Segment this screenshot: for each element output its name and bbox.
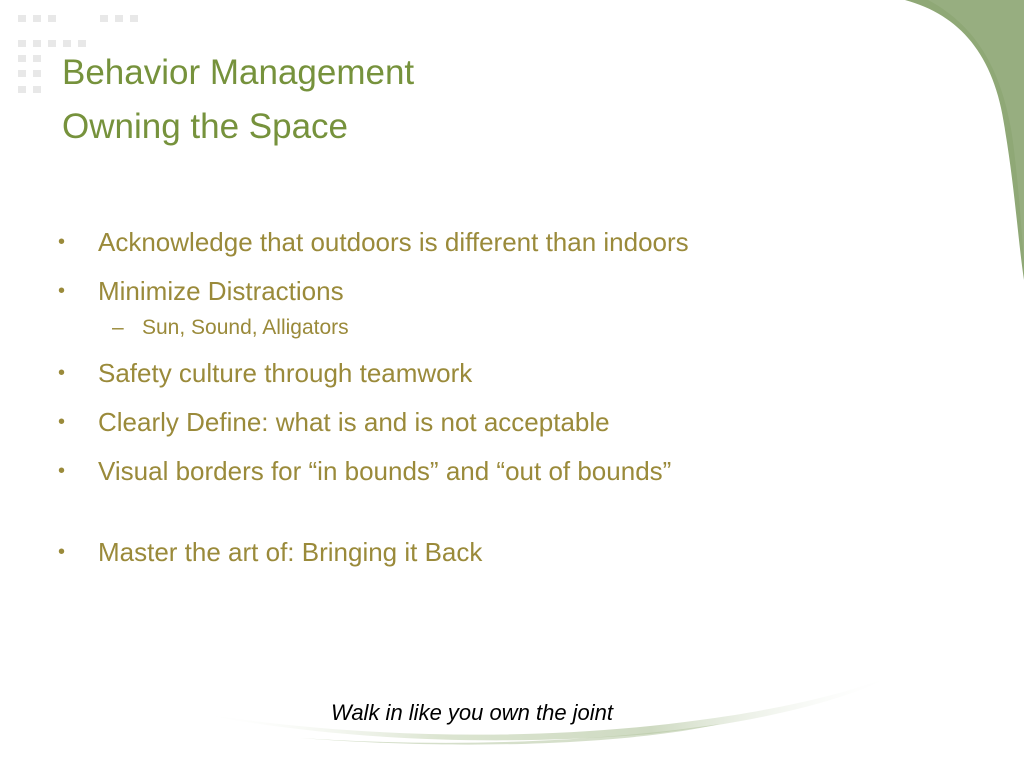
bullet-text: Acknowledge that outdoors is different than indoors [98, 227, 689, 257]
bullet-list [58, 226, 958, 585]
footer-note: Walk in like you own the joint [330, 700, 614, 725]
bullet-item [58, 275, 958, 307]
bullet-text: Master the art of: Bringing it Back [98, 537, 483, 567]
bullet-marker: • [58, 460, 66, 482]
sub-bullet-item [58, 314, 958, 342]
slide-title [62, 46, 414, 154]
bullet-text: Safety culture through teamwork [98, 358, 473, 388]
sub-bullet-text: Sun, Sound, Alligators [142, 316, 349, 339]
bullet-item [58, 357, 958, 389]
bullet-text: Clearly Define: what is and is not acceptable [98, 407, 610, 437]
bullet-marker: • [58, 362, 66, 384]
bullet-item [58, 455, 958, 487]
title-line-1: Behavior Management [62, 53, 415, 92]
list-spacer [58, 504, 958, 536]
bullet-marker: • [58, 280, 66, 302]
sub-bullet-marker: – [112, 316, 124, 339]
bullet-marker: • [58, 231, 66, 253]
bullet-text: Minimize Distractions [98, 276, 344, 306]
bullet-item [58, 536, 958, 568]
bullet-marker: • [58, 541, 66, 563]
bullet-text: Visual borders for “in bounds” and “out of bounds” [98, 456, 672, 486]
bullet-item [58, 406, 958, 438]
title-line-2: Owning the Space [62, 107, 349, 146]
bullet-item [58, 226, 958, 258]
bullet-marker: • [58, 411, 66, 433]
